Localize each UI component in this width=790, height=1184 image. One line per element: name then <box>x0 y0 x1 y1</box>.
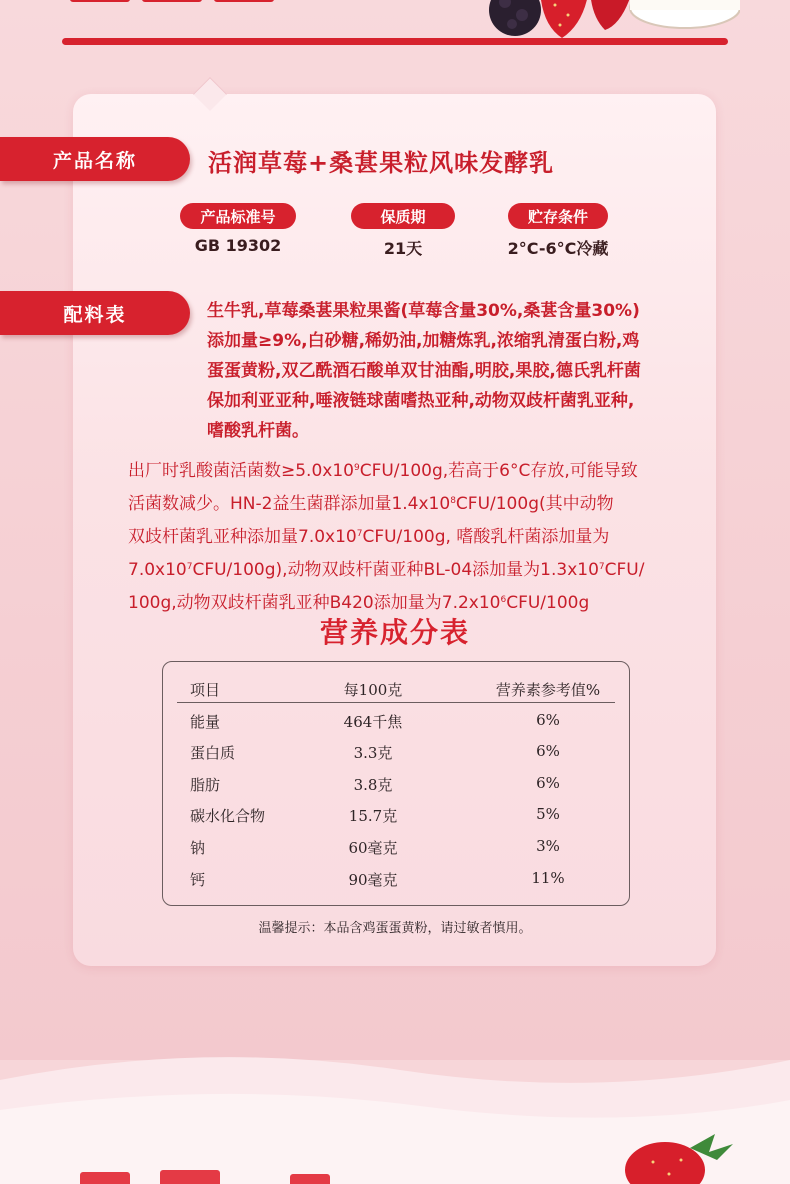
ingredients-line: 生牛乳,草莓桑葚果粒果酱(草莓含量30%,桑葚含量30%) <box>207 301 640 321</box>
probiotic-line: 双歧杆菌乳亚种添加量$7.0x10^7CFU/100g$, 嗜酸乳杆菌添加量为 <box>128 527 610 547</box>
berries-illustration <box>470 0 740 50</box>
nutrition-row-value: 60毫克 <box>348 839 398 857</box>
nutrition-row-nrv: 6% <box>536 711 560 729</box>
nutrition-row-nrv: 6% <box>536 742 560 760</box>
nutrition-header-nrv: 营养素参考值% <box>495 681 601 699</box>
strawberry-icon <box>605 1130 745 1184</box>
nutrition-row-name: 蛋白质 <box>190 744 236 762</box>
nutrition-row-name: 能量 <box>190 713 221 731</box>
nutrition-row-nrv: 6% <box>536 774 560 792</box>
spec-label-storage: 贮存条件 <box>508 203 608 229</box>
probiotic-line: $7.0x10^7CFU/100g$),动物双歧杆菌亚种BL-04添加量为$1.3x10^7CFU/$ <box>128 560 645 580</box>
nutrition-row-value: 464千焦 <box>343 713 403 731</box>
nutrition-row-value: 15.7克 <box>348 807 398 825</box>
spec-value-shelf-life: 21天 <box>383 239 423 258</box>
nutrition-row-nrv: 3% <box>536 837 560 855</box>
probiotic-line: 出厂时乳酸菌活菌数$\ge 5.0x10^9CFU/100g$,若高于6°C存放,可能导致 <box>128 461 638 481</box>
nutrition-row-nrv: 5% <box>536 805 560 823</box>
next-section-title-fragment <box>80 1160 380 1184</box>
nutrition-row-name: 脂肪 <box>190 776 221 794</box>
nutrition-row-name: 钙 <box>190 871 206 889</box>
nutrition-header-rule <box>177 702 615 703</box>
ingredients-line: 保加利亚亚种,唾液链球菌嗜热亚种,动物双歧杆菌乳亚种, <box>207 391 635 411</box>
nutrition-row-value: 3.8克 <box>353 776 393 794</box>
probiotic-line: 100g,动物双歧杆菌乳亚种B420添加量为$7.2x10^6CFU/100g$ <box>128 593 590 613</box>
spec-value-storage: 2°C-6°C冷藏 <box>507 239 609 258</box>
section-title-fragment <box>62 0 282 4</box>
product-name: 活润草莓+桑葚果粒风味发酵乳 <box>208 149 555 177</box>
spec-value-standard: GB 19302 <box>194 236 282 255</box>
allergen-warning: 温馨提示：本品含鸡蛋蛋黄粉，请过敏者慎用。 <box>258 921 532 936</box>
nutrition-title: 营养成分表 <box>319 616 470 649</box>
ingredients-text <box>207 296 707 446</box>
probiotic-info <box>128 453 698 618</box>
nutrition-row-name: 碳水化合物 <box>190 807 266 825</box>
ingredients-line: 蛋蛋黄粉,双乙酰酒石酸单双甘油酯,明胶,果胶,德氏乳杆菌 <box>207 361 641 381</box>
nutrition-row-value: 90毫克 <box>348 871 398 889</box>
nutrition-row-nrv: 11% <box>531 869 565 887</box>
probiotic-line: 活菌数减少。HN-2益生菌群添加量$1.4x10^8CFU/100g$(其中动物 <box>128 494 614 514</box>
product-name-label: 产品名称 <box>0 137 190 181</box>
nutrition-row-value: 3.3克 <box>353 744 393 762</box>
nutrition-table <box>162 661 630 906</box>
nutrition-header-per100g: 每100克 <box>343 681 403 699</box>
nutrition-header-item: 项目 <box>190 681 221 699</box>
spec-label-shelf-life: 保质期 <box>351 203 455 229</box>
nutrition-row-name: 钠 <box>190 839 206 857</box>
spec-label-standard: 产品标准号 <box>180 203 296 229</box>
ingredients-line: 添加量≥9%,白砂糖,稀奶油,加糖炼乳,浓缩乳清蛋白粉,鸡 <box>207 331 640 351</box>
ingredients-label: 配料表 <box>0 291 190 335</box>
ingredients-line: 嗜酸乳杆菌。 <box>207 421 309 441</box>
